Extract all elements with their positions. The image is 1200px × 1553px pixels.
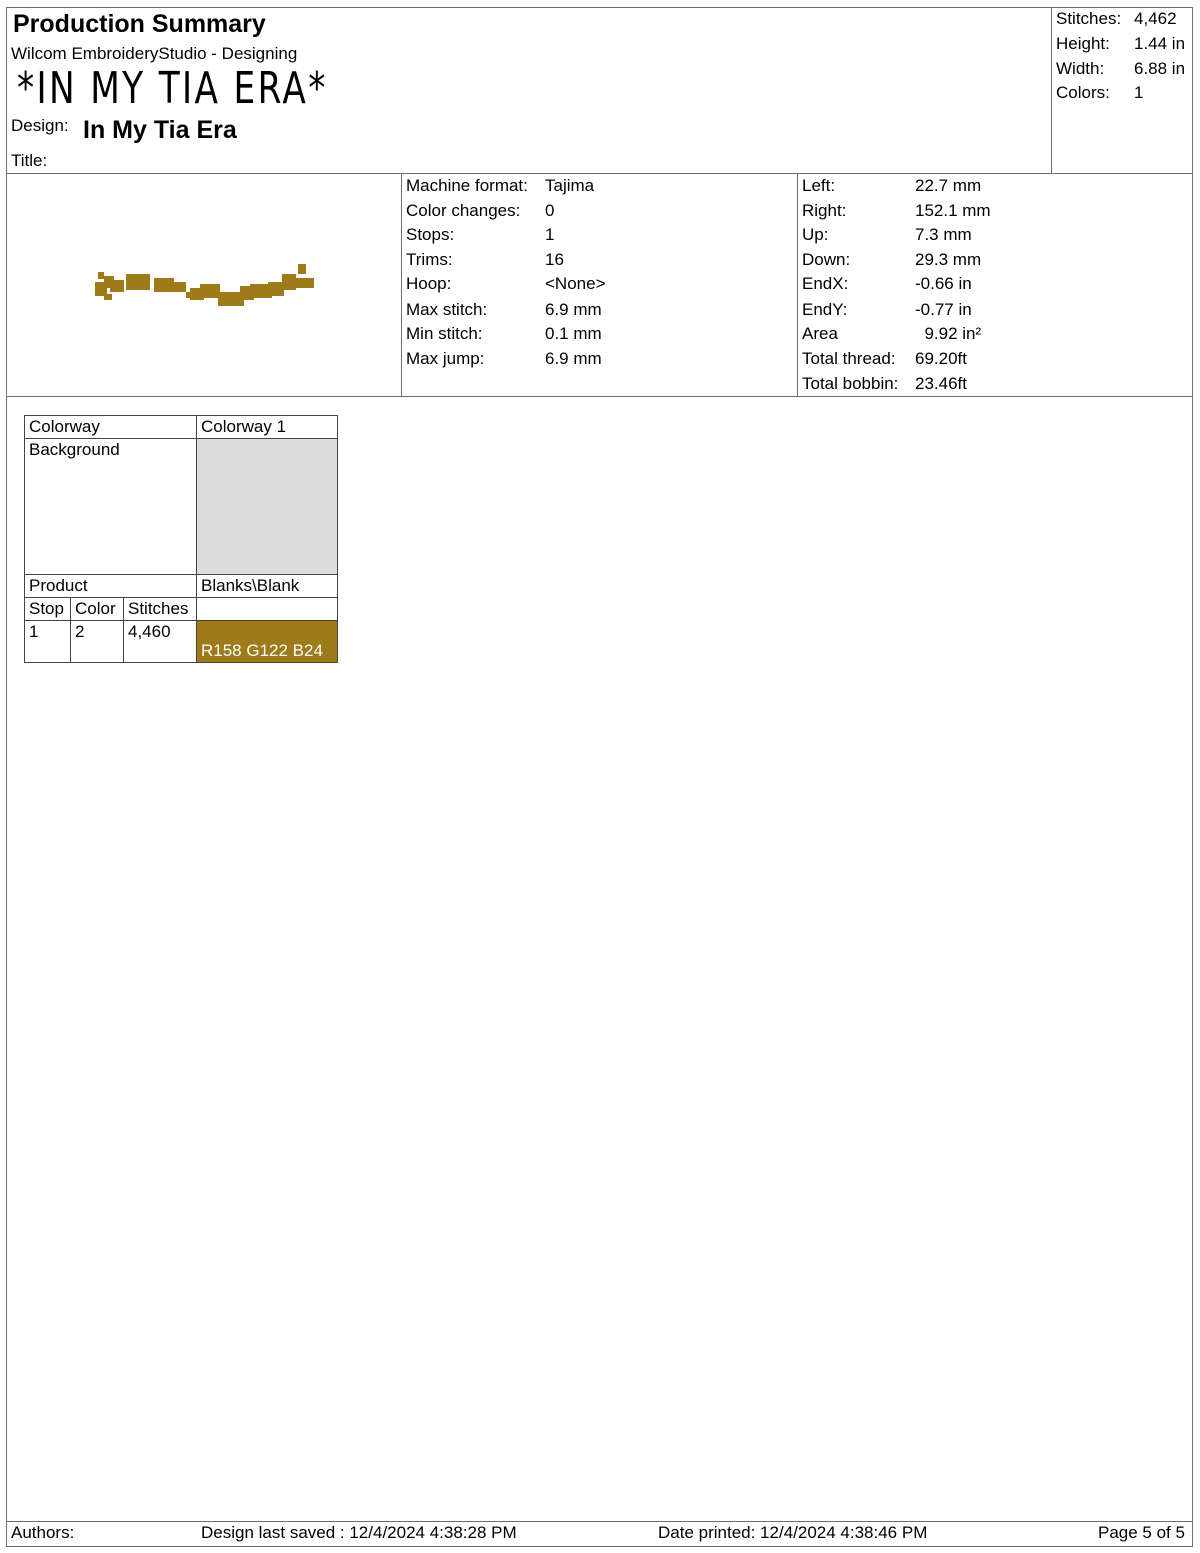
color-column-header: Color — [71, 598, 124, 621]
total-bobbin-label: Total bobbin: — [802, 374, 899, 393]
max-jump-label: Max jump: — [406, 349, 485, 368]
endx-value: -0.66 in — [915, 274, 972, 293]
summary-height-value: 1.44 in — [1134, 34, 1186, 53]
preview-embroidery-glyphs — [95, 264, 314, 306]
stops-header-row — [25, 598, 338, 621]
footer-top-rule — [6, 1521, 1193, 1522]
info-divider-1 — [401, 173, 402, 397]
min-stitch-label: Min stitch: — [406, 324, 483, 343]
down-value: 29.3 mm — [915, 250, 982, 269]
summary-divider — [1051, 7, 1052, 174]
footer-last-saved: Design last saved : 12/4/2024 4:38:28 PM — [201, 1523, 517, 1542]
stops-label: Stops: — [406, 225, 455, 244]
summary-width-value: 6.88 in — [1134, 59, 1186, 78]
min-stitch-value: 0.1 mm — [545, 324, 602, 343]
stops-value: 1 — [545, 225, 555, 244]
footer-page-number: Page 5 of 5 — [1098, 1523, 1185, 1542]
thread-column-header — [197, 598, 338, 621]
max-jump-value: 6.9 mm — [545, 349, 602, 368]
product-row — [25, 575, 338, 598]
total-bobbin-value: 23.46ft — [915, 374, 967, 393]
summary-height-label: Height: — [1056, 34, 1110, 53]
design-display-name: *IN MY TIA ERA* — [17, 63, 328, 114]
info-bottom-rule — [6, 396, 1193, 397]
trims-label: Trims: — [406, 250, 453, 269]
footer-date-printed: Date printed: 12/4/2024 4:38:46 PM — [658, 1523, 928, 1542]
design-value: In My Tia Era — [83, 116, 237, 144]
color-changes-label: Color changes: — [406, 201, 521, 220]
summary-width-label: Width: — [1056, 59, 1105, 78]
total-thread-value: 69.20ft — [915, 349, 967, 368]
machine-format-value: Tajima — [545, 176, 595, 195]
right-label: Right: — [802, 201, 847, 220]
summary-stitches-label: Stitches: — [1056, 9, 1122, 28]
left-label: Left: — [802, 176, 836, 195]
color-changes-value: 0 — [545, 201, 555, 220]
total-thread-label: Total thread: — [802, 349, 896, 368]
area-label: Area — [802, 324, 838, 343]
endx-label: EndX: — [802, 274, 849, 293]
colorway-label: Colorway — [25, 416, 197, 439]
colorway-header-row — [25, 416, 338, 439]
background-label: Background — [25, 439, 197, 575]
machine-format-label: Machine format: — [406, 176, 528, 195]
design-label: Design: — [11, 116, 69, 135]
left-value: 22.7 mm — [915, 176, 982, 195]
down-label: Down: — [802, 250, 851, 269]
max-stitch-label: Max stitch: — [406, 300, 488, 319]
summary-stitches-value: 4,462 — [1134, 9, 1177, 28]
frame-left — [6, 7, 7, 1547]
table-row — [25, 621, 338, 663]
summary-colors-value: 1 — [1134, 83, 1144, 102]
max-stitch-value: 6.9 mm — [545, 300, 602, 319]
frame-top — [6, 7, 1193, 8]
summary-colors-label: Colors: — [1056, 83, 1110, 102]
report-title: Production Summary — [13, 10, 266, 38]
stop-column-header: Stop — [25, 598, 71, 621]
background-swatch — [197, 439, 338, 575]
title-label: Title: — [11, 151, 48, 170]
trims-value: 16 — [545, 250, 564, 269]
area-value: 9.92 in² — [915, 324, 982, 343]
info-divider-2 — [797, 173, 798, 397]
right-value: 152.1 mm — [915, 201, 991, 220]
row-color: 2 — [71, 621, 124, 663]
up-label: Up: — [802, 225, 829, 244]
row-stitches: 4,460 — [124, 621, 197, 663]
colorway-name: Colorway 1 — [197, 416, 338, 439]
app-name: Wilcom EmbroideryStudio - Designing — [11, 44, 298, 63]
frame-bottom — [6, 1546, 1193, 1547]
row-stop: 1 — [25, 621, 71, 663]
thread-swatch: R158 G122 B24 — [197, 621, 338, 663]
up-value: 7.3 mm — [915, 225, 972, 244]
frame-right — [1192, 7, 1193, 1547]
design-preview-thumbnail — [90, 258, 325, 316]
hoop-value: <None> — [545, 274, 606, 293]
footer-authors: Authors: — [11, 1523, 75, 1542]
background-row — [25, 439, 338, 575]
product-label: Product — [25, 575, 197, 598]
endy-value: -0.77 in — [915, 300, 972, 319]
product-value: Blanks\Blank — [197, 575, 338, 598]
stitches-column-header: Stitches — [124, 598, 197, 621]
colorway-table — [24, 415, 338, 663]
endy-label: EndY: — [802, 300, 848, 319]
hoop-label: Hoop: — [406, 274, 452, 293]
header-bottom-rule — [6, 173, 1193, 174]
